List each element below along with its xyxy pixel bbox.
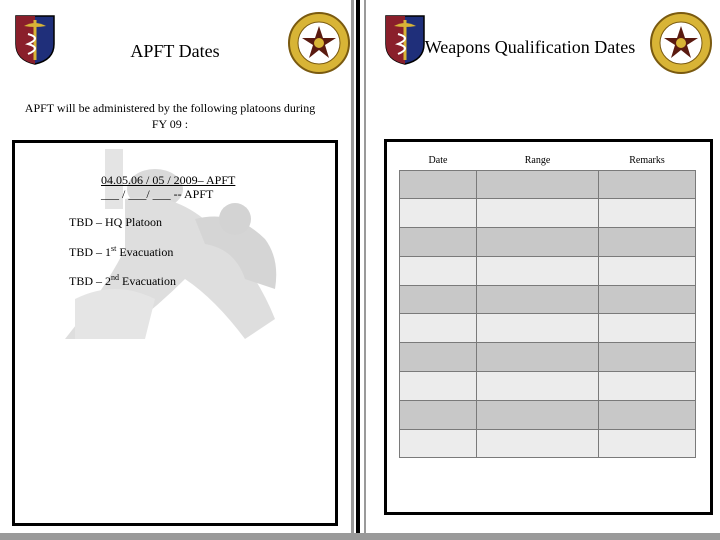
- table-row: [400, 228, 696, 257]
- table-row: [400, 343, 696, 372]
- range-cell: [477, 314, 599, 343]
- table-row: [400, 199, 696, 228]
- date-cell: [400, 256, 477, 285]
- remarks-cell: [599, 256, 696, 285]
- apft-blank-date-line: ___ / ___/ ___ -- APFT: [101, 187, 214, 201]
- weapons-qualification-table-frame: [384, 139, 713, 515]
- date-cell: [400, 199, 477, 228]
- table-row: [400, 285, 696, 314]
- range-cell: [477, 228, 599, 257]
- page-shadow: [0, 533, 720, 540]
- table-row: [400, 170, 696, 199]
- date-cell: [400, 400, 477, 429]
- date-cell: [400, 285, 477, 314]
- range-cell: [477, 400, 599, 429]
- date-cell: [400, 228, 477, 257]
- date-cell: [400, 429, 477, 458]
- column-header-remarks: Remarks: [629, 155, 665, 167]
- page-title: Weapons Qualification Dates: [424, 37, 636, 57]
- apft-schedule-frame: [12, 140, 338, 526]
- table-row: [400, 400, 696, 429]
- table-row: [400, 372, 696, 401]
- remarks-cell: [599, 314, 696, 343]
- remarks-cell: [599, 228, 696, 257]
- platoon-line-2nd-evac: TBD – 2nd Evacuation: [69, 273, 176, 288]
- range-cell: [477, 372, 599, 401]
- range-cell: [477, 256, 599, 285]
- remarks-cell: [599, 372, 696, 401]
- intro-text: APFT will be administered by the following platoons during FY 09 :: [24, 101, 316, 131]
- date-cell: [400, 170, 477, 199]
- column-header-date: Date: [428, 155, 448, 167]
- date-cell: [400, 372, 477, 401]
- range-cell: [477, 199, 599, 228]
- range-cell: [477, 285, 599, 314]
- column-header-range: Range: [524, 155, 551, 167]
- platoon-line-1st-evac: TBD – 1st Evacuation: [69, 244, 174, 259]
- date-cell: [400, 314, 477, 343]
- table-row: [400, 429, 696, 458]
- page-title: APFT Dates: [130, 41, 220, 61]
- remarks-cell: [599, 400, 696, 429]
- date-cell: [400, 343, 477, 372]
- remarks-cell: [599, 429, 696, 458]
- platoon-line-hq: TBD – HQ Platoon: [69, 215, 162, 229]
- weapons-qualification-table: [399, 152, 696, 458]
- range-cell: [477, 343, 599, 372]
- remarks-cell: [599, 343, 696, 372]
- remarks-cell: [599, 170, 696, 199]
- remarks-cell: [599, 199, 696, 228]
- apft-date-line: 04.05.06 / 05 / 2009– APFT: [101, 173, 236, 187]
- table-row: [400, 314, 696, 343]
- regimental-crest-icon: [286, 10, 352, 76]
- range-cell: [477, 170, 599, 199]
- unit-insignia-icon: [14, 14, 56, 66]
- remarks-cell: [599, 285, 696, 314]
- regimental-crest-icon: [648, 10, 714, 76]
- range-cell: [477, 429, 599, 458]
- table-row: [400, 256, 696, 285]
